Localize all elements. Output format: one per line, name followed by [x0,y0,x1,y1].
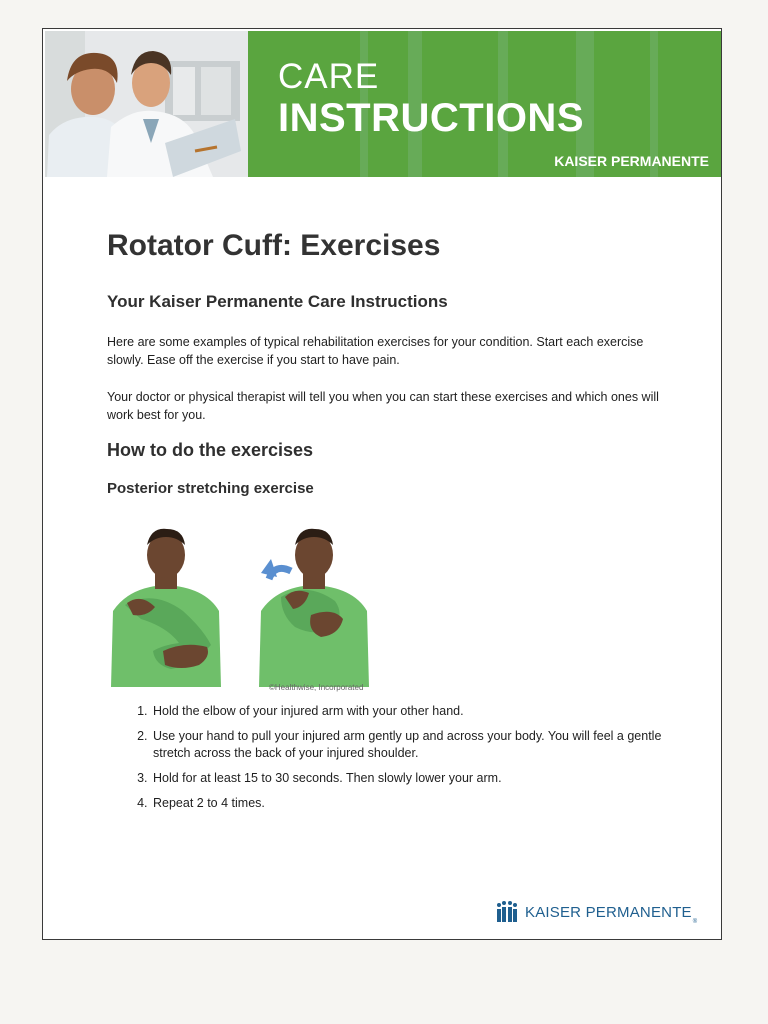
step-2: 2. Use your hand to pull your injured arm gently up and across your body. You will feel a gentle stretch across the back of your injured shoulder. [151,728,671,762]
footer-brand-logo [495,899,697,925]
footer-brand-text: KAISER PERMANENTE [525,903,692,921]
header-instructions-word: INSTRUCTIONS [278,96,584,140]
page-subtitle: Your Kaiser Permanente Care Instructions [107,292,448,311]
intro-paragraph-2: Your doctor or physical therapist will tell you when you can start these exercises and which ones will work best for you. [107,390,659,422]
care-instructions-sheet [42,28,722,940]
header-banner [45,31,721,177]
exercise-illustrations [107,519,387,691]
doctor-patient-photo [45,31,248,177]
footer-trademark: ® [692,919,698,925]
header-green-panel [248,31,721,177]
step-1: 1. Hold the elbow of your injured arm with your other hand. [151,703,671,720]
exercise-steps [117,703,671,820]
header-photo [45,31,248,177]
step-3: 3. Hold for at least 15 to 30 seconds. Then slowly lower your arm. [151,770,671,787]
posterior-stretch-illustration [107,519,387,691]
kaiser-people-logo-icon [495,900,519,924]
header-care-word: CARE [278,57,380,96]
image-credit: ©Healthwise, Incorporated [269,683,364,692]
intro-paragraph-1: Here are some examples of typical rehabilitation exercises for your condition. Start each exercise slowly. Ease off the exercise if you start to have pain. [107,335,644,367]
section-heading: How to do the exercises [107,440,314,460]
exercise-heading: Posterior stretching exercise [107,480,314,497]
page-title: Rotator Cuff: Exercises [107,229,441,262]
figure-stretch-position [259,529,369,687]
figure-start-position [111,529,221,687]
step-4: 4. Repeat 2 to 4 times. [151,795,671,812]
header-brand: KAISER PERMANENTE [554,153,709,169]
